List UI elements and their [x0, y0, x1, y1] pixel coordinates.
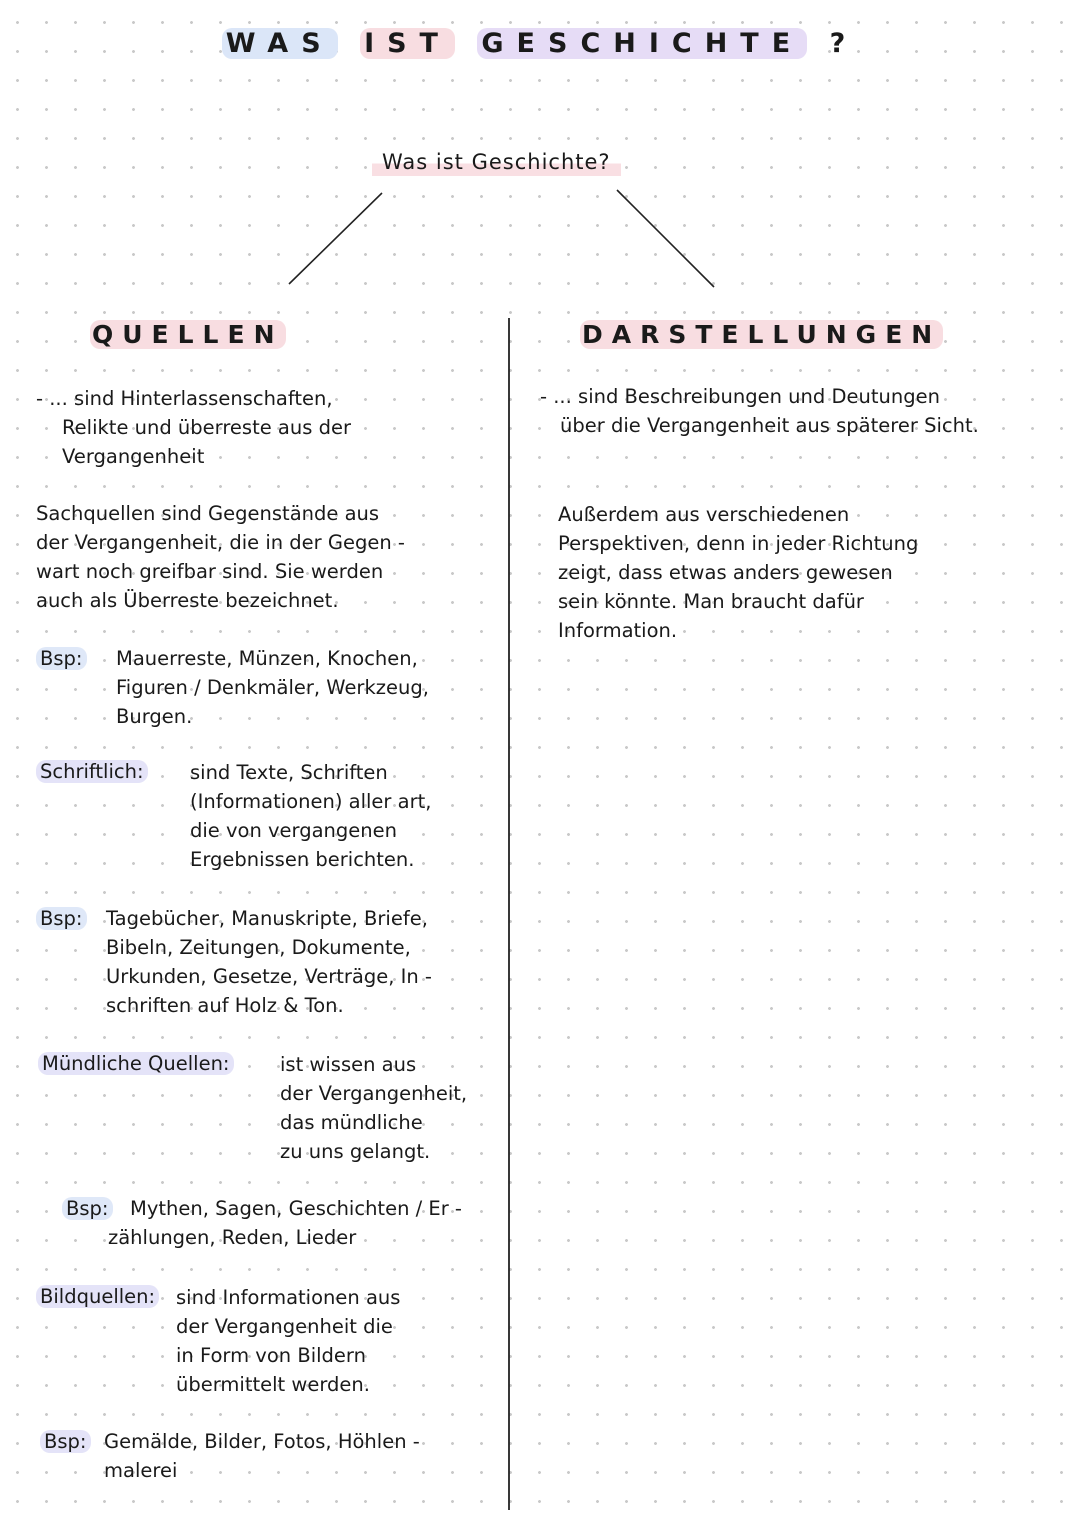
bsp-schrift-line: schriften auf Holz & Ton. [106, 994, 344, 1017]
bsp-schrift-line: Bibeln, Zeitungen, Dokumente, [106, 936, 411, 959]
bildquellen-description [176, 1283, 400, 1399]
heading-quellen [90, 320, 286, 349]
label-bildquellen-text: Bildquellen: [36, 1285, 159, 1308]
muendliche-description [280, 1050, 467, 1166]
label-schriftlich-text: Schriftlich: [36, 760, 148, 783]
branch-line-left [289, 193, 382, 284]
darstellungen-details-line: Außerdem aus verschiedenen [558, 503, 850, 526]
bsp-schrift-examples [106, 904, 432, 1020]
darstellungen-details-line: Information. [558, 619, 678, 642]
schriftlich-line: (Informationen) aller art, [190, 790, 432, 813]
schriftlich-description [190, 758, 431, 874]
label-schriftlich [36, 757, 148, 786]
bsp-sach-line: Mauerreste, Münzen, Knochen, [116, 647, 418, 670]
heading-darstellungen-text: DARSTELLUNGEN [582, 320, 942, 349]
darstellungen-details-line: zeigt, dass etwas anders gewesen [558, 561, 893, 584]
muendliche-line: das mündliche [280, 1111, 423, 1134]
bsp-label-sach-text: Bsp: [36, 647, 87, 670]
muendliche-line: der Vergangenheit, [280, 1082, 468, 1105]
bsp-label-muend-text: Bsp: [62, 1197, 113, 1220]
sachquellen-line: Sachquellen sind Gegenstände aus [36, 502, 380, 525]
schriftlich-line: die von vergangenen [190, 819, 398, 842]
bsp-label-sach [36, 644, 87, 673]
schriftlich-line: sind Texte, Schriften [190, 761, 388, 784]
label-muendliche-quellen [38, 1049, 234, 1078]
bsp-bild-examples [104, 1427, 420, 1485]
bildquellen-line: der Vergangenheit die [176, 1315, 393, 1338]
quellen-intro [36, 384, 351, 471]
bsp-sach-examples [116, 644, 429, 731]
muendliche-line: zu uns gelangt. [280, 1140, 431, 1163]
title-word-ist: IST [360, 28, 455, 59]
bildquellen-line: in Form von Bildern [176, 1344, 366, 1367]
title-question-mark: ? [829, 28, 859, 59]
darstellungen-intro-line: über die Vergangenheit aus späterer Sicht. [560, 414, 979, 437]
darstellungen-intro-line: - ... sind Beschreibungen und Deutungen [540, 385, 940, 408]
heading-darstellungen [580, 320, 943, 349]
label-bildquellen [36, 1282, 159, 1311]
quellen-intro-line: - ... sind Hinterlassenschaften, [36, 387, 333, 410]
quellen-intro-line: Vergangenheit [62, 445, 205, 468]
label-muendliche-quellen-text: Mündliche Quellen: [38, 1052, 234, 1075]
darstellungen-details-line: sein könnte. Man braucht dafür [558, 590, 864, 613]
bsp-schrift-line: Tagebücher, Manuskripte, Briefe, [106, 907, 428, 930]
bildquellen-line: übermittelt werden. [176, 1373, 370, 1396]
branch-line-right [617, 190, 714, 287]
bsp-muend-line: Mythen, Sagen, Geschichten / Er - [130, 1197, 462, 1220]
bsp-muend-examples [108, 1194, 462, 1252]
sachquellen-line: wart noch greifbar sind. Sie werden [36, 560, 384, 583]
bsp-label-schrift [36, 904, 87, 933]
bsp-label-schrift-text: Bsp: [36, 907, 87, 930]
bsp-sach-line: Figuren / Denkmäler, Werkzeug, [116, 676, 429, 699]
bsp-bild-line: Gemälde, Bilder, Fotos, Höhlen - [104, 1430, 420, 1453]
quellen-intro-line: Relikte und überreste aus der [62, 416, 351, 439]
bsp-muend-line: zählungen, Reden, Lieder [108, 1226, 357, 1249]
title-word-was: WAS [222, 28, 338, 59]
bsp-label-muend [62, 1194, 113, 1223]
bsp-label-bild [40, 1427, 91, 1456]
darstellungen-details-line: Perspektiven, denn in jeder Richtung [558, 532, 919, 555]
schriftlich-line: Ergebnissen berichten. [190, 848, 415, 871]
bsp-schrift-line: Urkunden, Gesetze, Verträge, In - [106, 965, 432, 988]
sachquellen-paragraph [36, 499, 405, 615]
title-word-geschichte: GESCHICHTE [477, 28, 807, 59]
darstellungen-details [558, 500, 918, 645]
heading-quellen-text: QUELLEN [92, 320, 284, 349]
darstellungen-intro [540, 382, 979, 440]
sachquellen-line: auch als Überreste bezeichnet. [36, 589, 339, 612]
bildquellen-line: sind Informationen aus [176, 1286, 401, 1309]
bsp-bild-line: malerei [104, 1459, 178, 1482]
mindmap-center-label: Was ist Geschichte? [372, 148, 621, 176]
bsp-sach-line: Burgen. [116, 705, 193, 728]
muendliche-line: ist wissen aus [280, 1053, 417, 1076]
sachquellen-line: der Vergangenheit, die in der Gegen - [36, 531, 405, 554]
bsp-label-bild-text: Bsp: [40, 1430, 91, 1453]
